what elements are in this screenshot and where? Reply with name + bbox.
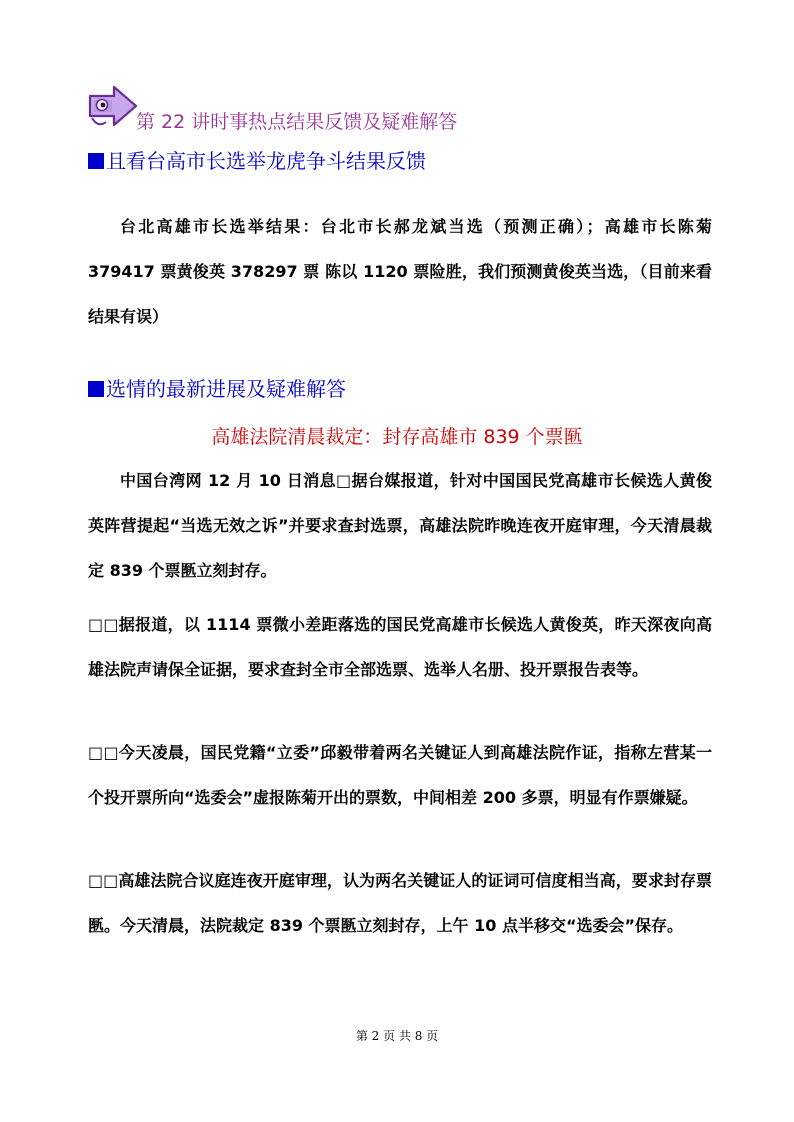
article-title: 高雄法院清晨裁定：封存高雄市 839 个票匦: [211, 426, 583, 448]
lecture-header: [86, 84, 726, 140]
lecture-title: 第 22 讲时事热点结果反馈及疑难解答: [136, 111, 458, 133]
section-bullet-square: [88, 153, 104, 169]
section-bullet-square: [88, 381, 104, 397]
paragraph-news-report: □□据报道，以 1114 票微小差距落选的国民党高雄市长候选人黄俊英，昨天深夜向高雄法院声请保全证据，要求查封全市全部选票、选举人名册、投开票报告表等。: [88, 615, 712, 679]
section-heading-election-results: [88, 148, 426, 174]
purple-arrow-with-eye-icon: [86, 84, 140, 132]
section-heading-latest-progress: [88, 376, 346, 402]
section-heading-text: 且看台高市长选举龙虎争斗结果反馈: [106, 149, 426, 173]
paragraph-news-court: □□高雄法院合议庭连夜开庭审理，认为两名关键证人的证词可信度相当高，要求封存票匦。今天清晨，法院裁定 839 个票匦立刻封存，上午 10 点半移交“选委会”保存。: [88, 871, 712, 935]
page-footer: 第 2 页 共 8 页: [355, 1029, 439, 1043]
section-heading-text: 选情的最新进展及疑难解答: [106, 377, 346, 401]
paragraph-news-intro: 中国台湾网 12 月 10 日消息□据台媒报道，针对中国国民党高雄市长候选人黄俊英阵营提起“当选无效之诉”并要求查封选票，高雄法院昨晚连夜开庭审理，今天清晨裁定 839 个票匦立刻封存。: [88, 471, 712, 580]
paragraph-news-witness: □□今天凌晨，国民党籍“立委”邱毅带着两名关键证人到高雄法院作证，指称左营某一个投开票所向“选委会”虚报陈菊开出的票数，中间相差 200 多票，明显有作票嫌疑。: [88, 743, 712, 807]
paragraph-election-results: 台北高雄市长选举结果：台北市长郝龙斌当选（预测正确）；高雄市长陈菊 379417 票黄俊英 378297 票 陈以 1120 票险胜，我们预测黄俊英当选，（目前来看结果有误）: [88, 217, 712, 326]
